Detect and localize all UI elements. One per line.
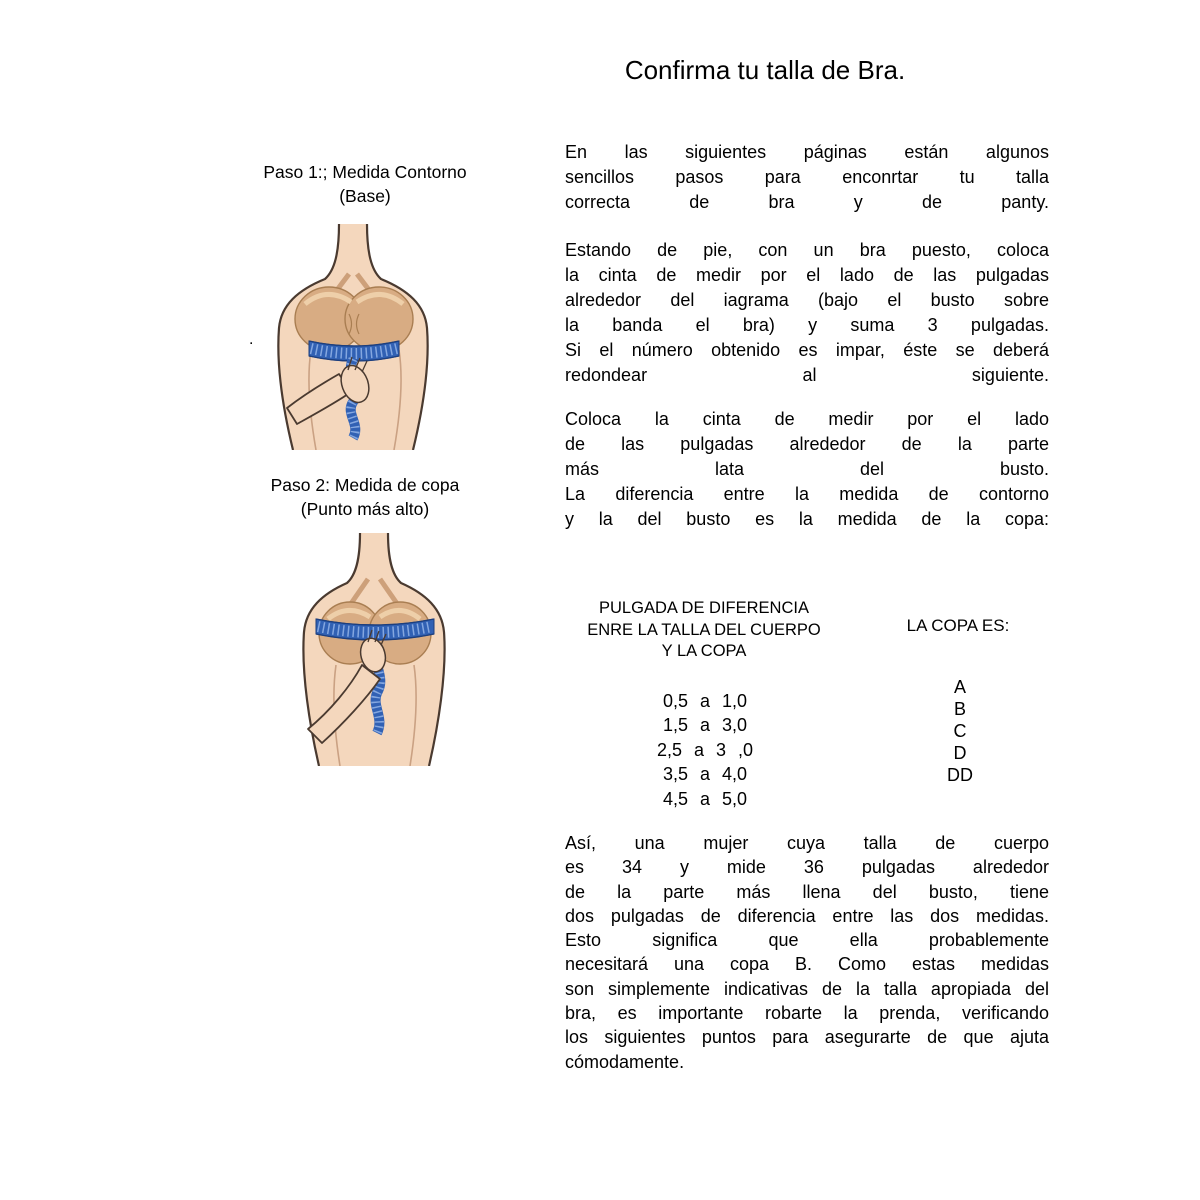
cup-column-header: LA COPA ES:: [906, 616, 1010, 635]
text-line: 4,5 a 5,0: [662, 788, 748, 809]
text-line: es 34 y mide 36 pulgadas alrededor: [565, 857, 1049, 878]
underbust-measurement-illustration: [253, 224, 458, 450]
text-line: ENRE LA TALLA DEL CUERPO: [587, 620, 821, 639]
text-line: Coloca la cinta de medir por el lado: [565, 409, 1049, 429]
text-line: Si el número obtenido es impar, éste se deberá: [565, 340, 1049, 360]
text-line: de las pulgadas alrededor de la parte: [565, 434, 1049, 454]
text-line: Así, una mujer cuya talla de cuerpo: [565, 833, 1049, 853]
text-line: PULGADA DE DIFERENCIA: [599, 599, 809, 617]
step1-label: [225, 160, 505, 208]
intro-paragraph: [565, 140, 1049, 215]
text-line: 3,5 a 4,0: [662, 764, 748, 785]
text-line: 1,5 a 3,0: [662, 715, 748, 736]
text-line: los siguientes puntos para asegurarte de que ajuta: [565, 1027, 1049, 1048]
step2-label-line1: Paso 2: Medida de copa: [270, 475, 460, 495]
cup-measure-paragraph: [565, 407, 1049, 532]
text-line: la cinta de medir por el lado de las pulgadas: [565, 265, 1049, 285]
text-line: Y LA COPA: [661, 642, 747, 660]
text-line: D: [953, 742, 967, 763]
example-paragraph: [565, 831, 1049, 1074]
text-line: de la parte más llena del busto, tiene: [565, 881, 1049, 902]
text-line: y la del busto es la medida de la copa:: [565, 509, 1049, 529]
text-line: más lata del busto.: [565, 459, 1049, 479]
text-line: 0,5 a 1,0: [662, 691, 748, 711]
stray-period-mark: .: [249, 331, 254, 348]
step2-label: [225, 473, 505, 521]
text-line: A: [953, 677, 966, 697]
text-line: En las siguientes páginas están algunos: [565, 142, 1049, 162]
text-line: la banda el bra) y suma 3 pulgadas.: [565, 315, 1049, 335]
difference-range-list: [565, 689, 845, 811]
text-line: bra, es importante robarte la prenda, verificando: [565, 1003, 1049, 1024]
text-line: B: [953, 698, 966, 719]
band-measure-paragraph: [565, 238, 1049, 388]
step1-label-line1: Paso 1:; Medida Contorno: [263, 162, 467, 182]
text-line: Estando de pie, con un bra puesto, coloca: [565, 240, 1049, 260]
difference-table-header: [563, 598, 845, 663]
cup-letter-list: [880, 677, 1040, 787]
text-line: dos pulgadas de diferencia entre las dos medidas.: [565, 905, 1049, 926]
torso-underbust-tape-graphic: [253, 224, 458, 450]
text-line: alrededor del iagrama (bajo el busto sobre: [565, 290, 1049, 310]
text-line: redondear al siguiente.: [565, 365, 1049, 385]
text-line: son simplemente indicativas de la talla apropiada del: [565, 978, 1049, 999]
page-title: Confirma tu talla de Bra.: [624, 55, 906, 85]
text-line: C: [953, 720, 967, 741]
step2-label-line2: (Punto más alto): [300, 499, 430, 519]
text-line: DD: [947, 764, 973, 785]
text-line: correcta de bra y de panty.: [565, 192, 1049, 212]
step1-label-line2: (Base): [339, 186, 391, 206]
text-line: cómodamente.: [565, 1051, 685, 1072]
text-line: necesitará una copa B. Como estas medidas: [565, 954, 1049, 975]
bust-measurement-illustration: [288, 533, 460, 766]
text-line: sencillos pasos para enconrtar tu talla: [565, 167, 1049, 187]
text-line: Esto significa que ella probablemente: [565, 930, 1049, 951]
torso-bust-tape-graphic: [288, 533, 460, 766]
text-line: La diferencia entre la medida de contorno: [565, 484, 1049, 504]
text-line: 2,5 a 3 ,0: [656, 739, 754, 760]
